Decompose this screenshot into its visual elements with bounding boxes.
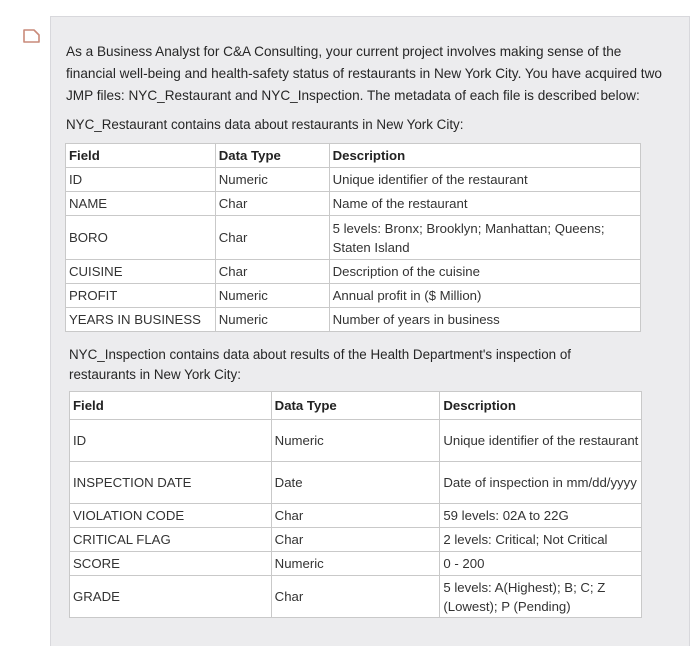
type-cell: Numeric — [271, 552, 440, 576]
table-row — [66, 216, 641, 260]
restaurant-metadata-table — [65, 143, 641, 332]
description-cell: 0 - 200 — [440, 552, 642, 576]
header-cell: Description — [329, 144, 640, 168]
restaurant-heading: NYC_Restaurant contains data about restaurants in New York City: — [66, 117, 464, 132]
field-cell: INSPECTION DATE — [70, 462, 272, 504]
field-cell: CRITICAL FLAG — [70, 528, 272, 552]
table-row — [66, 168, 641, 192]
type-cell: Numeric — [215, 168, 329, 192]
description-cell: 59 levels: 02A to 22G — [440, 504, 642, 528]
intro-paragraph: As a Business Analyst for C&A Consulting, your current project involves making sense of the financial well-being and health-safety status of restaurants in New York City. You have acquired two JMP files: NYC_Restaurant and NYC_Inspection. The metadata of each file is described below: — [66, 44, 662, 103]
type-cell: Char — [215, 216, 329, 260]
document-icon — [22, 28, 42, 44]
field-cell: NAME — [66, 192, 216, 216]
type-cell: Char — [271, 528, 440, 552]
header-cell: Data Type — [271, 392, 440, 420]
field-cell: BORO — [66, 216, 216, 260]
question-card — [50, 16, 690, 646]
table-row — [70, 576, 642, 618]
field-cell: PROFIT — [66, 284, 216, 308]
description-cell: 5 levels: Bronx; Brooklyn; Manhattan; Queens; Staten Island — [329, 216, 640, 260]
type-cell: Date — [271, 462, 440, 504]
type-cell: Numeric — [215, 284, 329, 308]
type-cell: Numeric — [215, 308, 329, 332]
table-row — [66, 284, 641, 308]
table-row — [70, 504, 642, 528]
description-cell: Unique identifier of the restaurant — [329, 168, 640, 192]
description-cell: Name of the restaurant — [329, 192, 640, 216]
table-row — [66, 192, 641, 216]
inspection-metadata-table — [69, 391, 642, 618]
description-cell: Annual profit in ($ Million) — [329, 284, 640, 308]
table-row — [70, 420, 642, 462]
header-cell: Data Type — [215, 144, 329, 168]
table-row — [70, 552, 642, 576]
field-cell: SCORE — [70, 552, 272, 576]
description-cell: 2 levels: Critical; Not Critical — [440, 528, 642, 552]
header-cell: Field — [66, 144, 216, 168]
field-cell: ID — [70, 420, 272, 462]
table-row — [70, 528, 642, 552]
field-cell: CUISINE — [66, 260, 216, 284]
inspection-heading: NYC_Inspection contains data about results of the Health Department's inspection of restaurants in New York City: — [69, 347, 572, 382]
field-cell: YEARS IN BUSINESS — [66, 308, 216, 332]
table-header-row — [70, 392, 642, 420]
field-cell: ID — [66, 168, 216, 192]
description-cell: Unique identifier of the restaurant — [440, 420, 642, 462]
description-cell: 5 levels: A(Highest); B; C; Z (Lowest); P (Pending) — [440, 576, 642, 618]
field-cell: GRADE — [70, 576, 272, 618]
type-cell: Numeric — [271, 420, 440, 462]
table-row — [66, 308, 641, 332]
header-cell: Field — [70, 392, 272, 420]
table-row — [70, 462, 642, 504]
table-header-row — [66, 144, 641, 168]
type-cell: Char — [271, 504, 440, 528]
type-cell: Char — [215, 260, 329, 284]
type-cell: Char — [271, 576, 440, 618]
description-cell: Description of the cuisine — [329, 260, 640, 284]
table-row — [66, 260, 641, 284]
header-cell: Description — [440, 392, 642, 420]
description-cell: Number of years in business — [329, 308, 640, 332]
type-cell: Char — [215, 192, 329, 216]
field-cell: VIOLATION CODE — [70, 504, 272, 528]
description-cell: Date of inspection in mm/dd/yyyy — [440, 462, 642, 504]
